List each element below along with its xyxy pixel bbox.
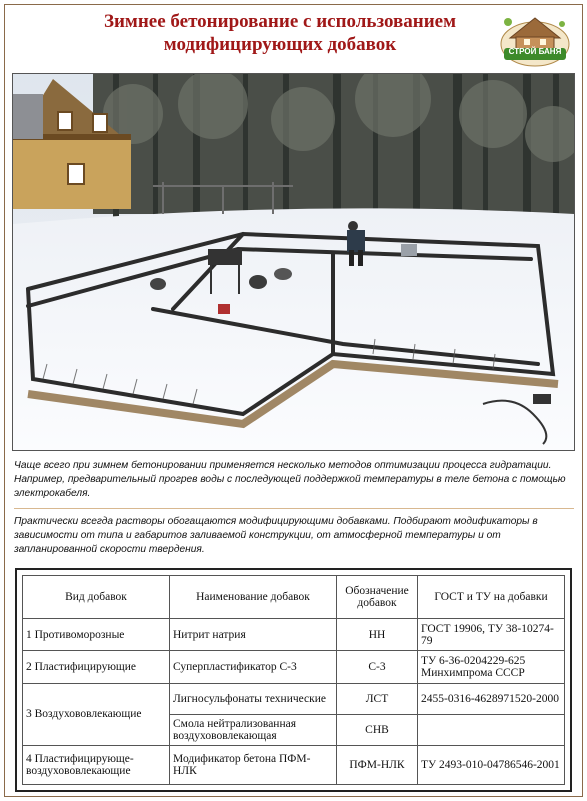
additives-table [22, 575, 565, 785]
cell-code: С-3 [337, 651, 418, 684]
cell-name: Лигносульфонаты технические [170, 684, 337, 715]
cell-name: Смола нейтрализованная воздухововлекающая [170, 714, 337, 745]
header-code: Обозначение добавок [337, 576, 418, 619]
paragraph-heating-methods: Чаще всего при зимнем бетонировании применяется несколько методов оптимизации процесса гидратации. Например, предварительный прогрев воды с последующей поддержкой температуры в теле бетона с помощью электрокабеля. [14, 460, 566, 499]
title-line-1: Зимнее бетонирование с использованием [103, 11, 457, 32]
table-row [23, 684, 565, 715]
cell-name: Модификатор бетона ПФМ-НЛК [170, 745, 337, 784]
cell-gost: 2455-0316-4628971520-2000 [418, 684, 565, 715]
table-row [23, 651, 565, 684]
cell-gost: ТУ 2493-010-04786546-2001 [418, 745, 565, 784]
cell-code: НН [337, 618, 418, 651]
cell-code: ПФМ-НЛК [337, 745, 418, 784]
site-logo-icon [496, 8, 574, 70]
page-title [40, 10, 520, 56]
table-row [23, 745, 565, 784]
cell-code: ЛСТ [337, 684, 418, 715]
cell-gost [418, 714, 565, 745]
cell-code: СНВ [337, 714, 418, 745]
header-name: Наименование добавок [170, 576, 337, 619]
table-row [23, 618, 565, 651]
cell-gost: ГОСТ 19906, ТУ 38-10274-79 [418, 618, 565, 651]
construction-photo [12, 73, 575, 451]
header-gost: ГОСТ и ТУ на добавки [418, 576, 565, 619]
cell-type: 1 Противоморозные [23, 618, 170, 651]
cell-name: Суперпластификатор С-3 [170, 651, 337, 684]
divider [14, 508, 574, 509]
cell-name: Нитрит натрия [170, 618, 337, 651]
header-type: Вид добавок [23, 576, 170, 619]
title-line-2: модифицирующих добавок [163, 34, 397, 55]
cell-type: 2 Пластифицирующие [23, 651, 170, 684]
cell-gost: ТУ 6-36-0204229-625 Минхимпрома СССР [418, 651, 565, 684]
paragraph-modifiers: Практически всегда растворы обогащаются модифицирующими добавками. Подбирают модификаторы в зависимости от типа и габаритов заливаемой конструкции, от атмосферной температуры и от запланированной скорости твердения. [14, 516, 538, 555]
additives-table-frame [15, 568, 572, 792]
cell-type: 4 Пластифицирующе-воздухововлекающие [23, 745, 170, 784]
table-header-row [23, 576, 565, 619]
logo-text: СТРОЙ БАНЯ [508, 47, 562, 56]
cell-type: 3 Воздухововлекающие [23, 684, 170, 745]
